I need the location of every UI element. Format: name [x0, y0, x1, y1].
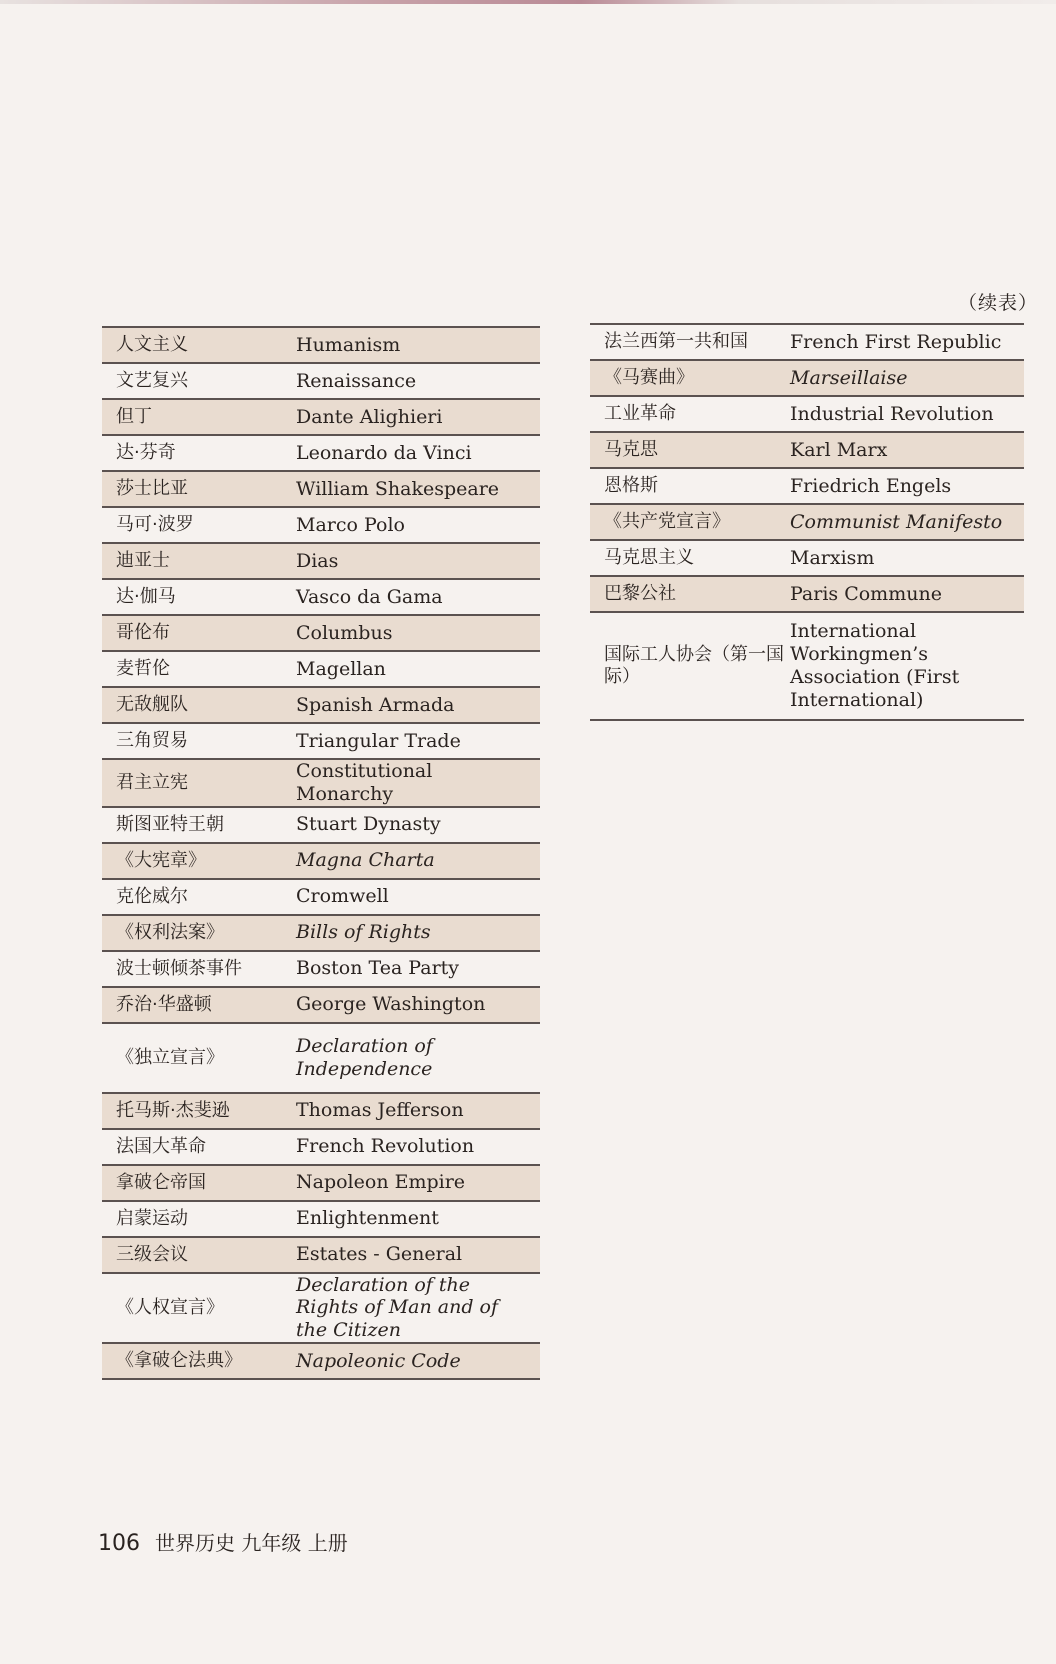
table-row [102, 1201, 540, 1237]
table-row [590, 612, 1024, 720]
english-term: Communist Manifesto [790, 504, 1024, 540]
chinese-term: 克伦威尔 [116, 885, 188, 907]
chinese-term: 哥伦布 [102, 615, 296, 651]
table-row [102, 879, 540, 915]
table-row [102, 543, 540, 579]
english-term: Renaissance [296, 369, 417, 392]
table-row [102, 435, 540, 471]
english-term: Marxism [790, 546, 875, 569]
english-term: Declaration of the Rights of Man and of the Citizen [296, 1273, 499, 1342]
chinese-term: 波士顿倾茶事件 [116, 957, 242, 979]
english-term: French First Republic [790, 330, 1002, 353]
english-term: Columbus [296, 615, 540, 651]
chinese-term: 《拿破仑法典》 [102, 1343, 296, 1379]
table-row [102, 1023, 540, 1093]
table-row [590, 360, 1024, 396]
chinese-term: 拿破仑帝国 [102, 1165, 296, 1201]
table-row [102, 723, 540, 759]
english-term: Constitutional Monarchy [296, 759, 540, 807]
english-term: Magna Charta [296, 843, 540, 879]
chinese-term: 《独立宣言》 [116, 1046, 224, 1068]
english-term: Karl Marx [790, 432, 1024, 468]
english-term: Marseillaise [790, 360, 1024, 396]
chinese-term: 《马赛曲》 [590, 360, 790, 396]
english-term: Bills of Rights [296, 915, 540, 951]
chinese-term: 文艺复兴 [116, 370, 188, 392]
table-row [102, 987, 540, 1023]
page-number: 106 [98, 1531, 140, 1556]
table-row [590, 432, 1024, 468]
english-term: Paris Commune [790, 576, 1024, 612]
table-row [102, 807, 540, 843]
table-row [102, 471, 540, 507]
table-row [590, 576, 1024, 612]
english-term: Spanish Armada [296, 687, 540, 723]
table-row [590, 540, 1024, 576]
table-row [102, 687, 540, 723]
table-row [102, 1343, 540, 1379]
table-row [102, 1093, 540, 1129]
table-row [102, 615, 540, 651]
english-term: Marco Polo [296, 513, 405, 536]
table-row [102, 579, 540, 615]
chinese-term: 启蒙运动 [116, 1207, 188, 1229]
page-top-edge [0, 0, 1056, 4]
glossary-table-left-body [102, 327, 540, 1379]
table-row [590, 396, 1024, 432]
english-term: Estates - General [296, 1237, 540, 1273]
table-row [102, 507, 540, 543]
chinese-term: 国际工人协会（第一国际） [604, 644, 784, 687]
table-row [102, 363, 540, 399]
chinese-term: 工业革命 [604, 403, 676, 425]
table-row [102, 1273, 540, 1343]
table-row [102, 951, 540, 987]
english-term: Stuart Dynasty [296, 813, 441, 836]
chinese-term: 法兰西第一共和国 [604, 331, 748, 353]
chinese-term: 三角贸易 [116, 730, 188, 752]
chinese-term: 但丁 [102, 399, 296, 435]
chinese-term: 君主立宪 [102, 759, 296, 807]
chinese-term: 斯图亚特王朝 [116, 813, 224, 835]
table-row [102, 759, 540, 807]
table-row [590, 468, 1024, 504]
english-term: Dante Alighieri [296, 399, 540, 435]
glossary-table-right [590, 323, 1024, 721]
chinese-term: 法国大革命 [116, 1135, 206, 1157]
table-row [102, 399, 540, 435]
chinese-term: 三级会议 [102, 1237, 296, 1273]
table-row [102, 915, 540, 951]
english-term: Thomas Jefferson [296, 1093, 540, 1129]
english-term: International Workingmen’s Association (First International) [790, 620, 960, 711]
english-term: Napoleonic Code [296, 1343, 540, 1379]
chinese-term: 马可·波罗 [116, 514, 194, 536]
english-term: Industrial Revolution [790, 402, 994, 425]
table-row [102, 1129, 540, 1165]
english-term: French Revolution [296, 1135, 475, 1158]
table-row [590, 504, 1024, 540]
chinese-term: 《人权宣言》 [116, 1296, 224, 1318]
english-term: Dias [296, 543, 540, 579]
page-footer [98, 1527, 348, 1556]
chinese-term: 《大宪章》 [102, 843, 296, 879]
chinese-term: 马克思主义 [604, 547, 694, 569]
english-term: Enlightenment [296, 1207, 439, 1230]
english-term: Humanism [296, 327, 540, 363]
chinese-term: 巴黎公社 [590, 576, 790, 612]
chinese-term: 麦哲伦 [116, 658, 170, 680]
english-term: Friedrich Engels [790, 474, 952, 497]
chinese-term: 托马斯·杰斐逊 [102, 1093, 296, 1129]
english-term: Vasco da Gama [296, 585, 443, 608]
chinese-term: 《共产党宣言》 [590, 504, 790, 540]
english-term: Napoleon Empire [296, 1165, 540, 1201]
table-row [102, 327, 540, 363]
glossary-table-right-body [590, 324, 1024, 720]
english-term: Triangular Trade [296, 729, 461, 752]
glossary-table-left [102, 326, 540, 1380]
chinese-term: 达·芬奇 [116, 442, 176, 464]
english-term: Magellan [296, 657, 386, 680]
chinese-term: 达·伽马 [116, 586, 176, 608]
chinese-term: 马克思 [590, 432, 790, 468]
english-term: Leonardo da Vinci [296, 441, 472, 464]
table-row [102, 1165, 540, 1201]
english-term: William Shakespeare [296, 471, 540, 507]
english-term: George Washington [296, 987, 540, 1023]
chinese-term: 迪亚士 [102, 543, 296, 579]
table-row [102, 843, 540, 879]
chinese-term: 乔治·华盛顿 [102, 987, 296, 1023]
chinese-term: 人文主义 [102, 327, 296, 363]
continued-table-label: （续表） [958, 292, 1039, 314]
table-row [102, 651, 540, 687]
english-term: Cromwell [296, 885, 389, 908]
chinese-term: 无敌舰队 [102, 687, 296, 723]
table-row [590, 324, 1024, 360]
english-term: Declaration of Independence [296, 1034, 433, 1080]
chinese-term: 莎士比亚 [102, 471, 296, 507]
chinese-term: 恩格斯 [604, 475, 658, 497]
english-term: Boston Tea Party [296, 957, 460, 980]
chinese-term: 《权利法案》 [102, 915, 296, 951]
book-title: 世界历史 九年级 上册 [155, 1531, 348, 1555]
table-row [102, 1237, 540, 1273]
